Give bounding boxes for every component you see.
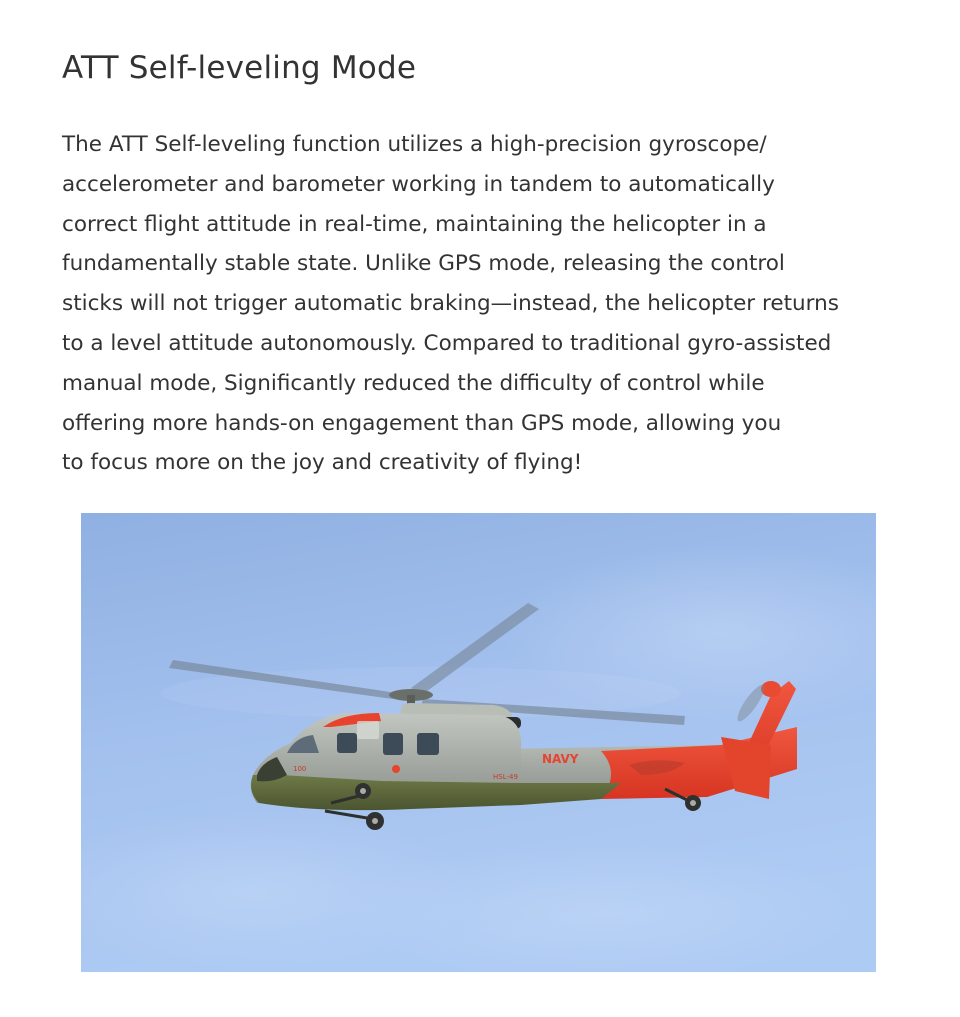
paragraph-line: offering more hands-on engagement than GPS mode, allowing you — [62, 410, 782, 436]
paragraph-line: manual mode, Significantly reduced the difficulty of control while — [62, 370, 765, 396]
paragraph-line: The ATT Self-leveling function utilizes a high-precision gyroscope/ — [62, 132, 767, 157]
paragraph-line: accelerometer and barometer working in tandem to automatically — [62, 171, 775, 197]
paragraph-line: to a level attitude autonomously. Compared to traditional gyro-assisted — [62, 330, 832, 356]
paragraph-line: fundamentally stable state. Unlike GPS mode, releasing the control — [62, 251, 785, 277]
description-paragraph — [62, 125, 942, 483]
paragraph-line: correct flight attitude in real-time, maintaining the helicopter in a — [62, 211, 767, 237]
helicopter-photo — [81, 513, 876, 972]
squadron-code: HSL-49 — [493, 773, 518, 781]
paragraph-line: sticks will not trigger automatic braking—instead, the helicopter returns — [62, 291, 839, 317]
navy-marking: NAVY — [542, 752, 579, 766]
roundel — [392, 765, 400, 773]
nose-number: 100 — [293, 765, 307, 773]
paragraph-line: to focus more on the joy and creativity of flying! — [62, 450, 583, 476]
page-title: ATT Self-leveling Mode — [62, 50, 417, 86]
